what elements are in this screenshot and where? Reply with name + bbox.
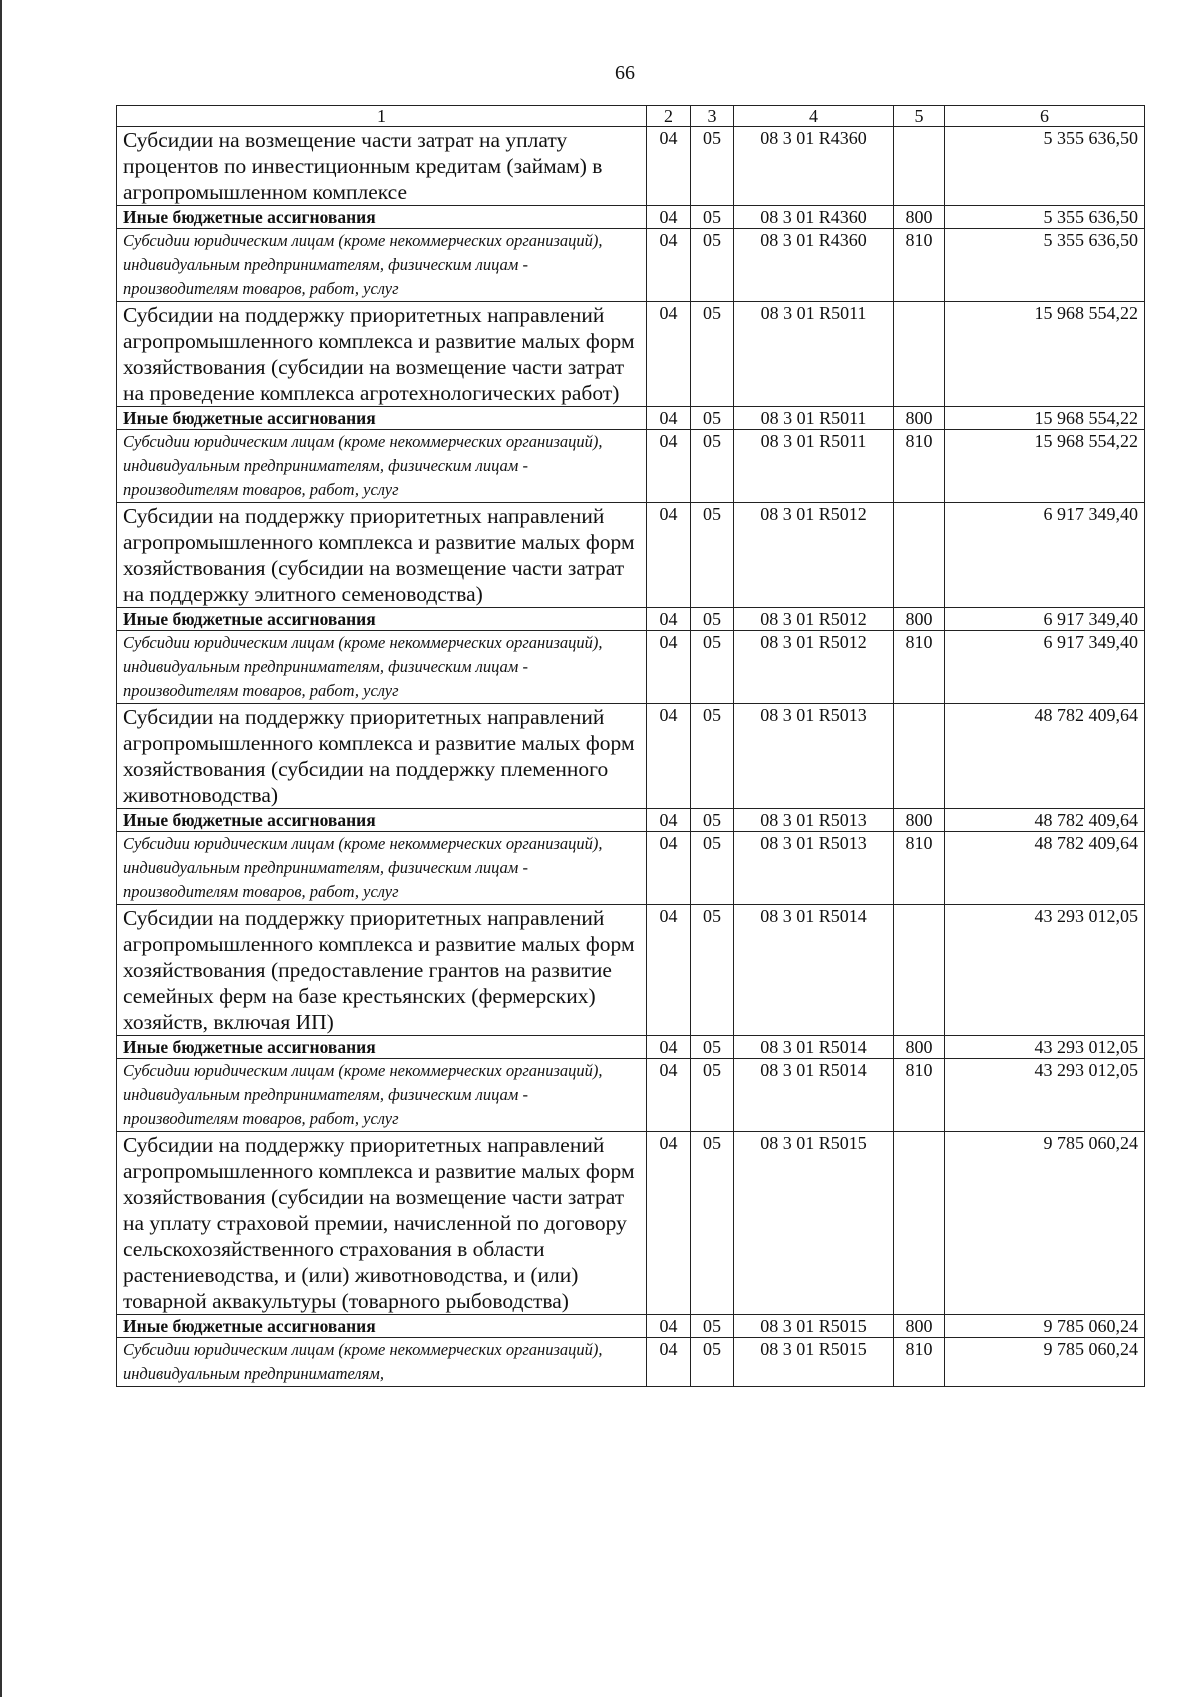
row-expense-type-cell	[894, 1132, 945, 1315]
table-row	[117, 229, 1145, 302]
row-section-cell: 04	[647, 407, 691, 430]
row-expense-type-cell: 810	[894, 631, 945, 704]
row-section-cell: 04	[647, 1315, 691, 1338]
budget-table	[116, 105, 1145, 1387]
row-code-cell: 08 3 01 R5011	[734, 430, 894, 503]
header-col-5: 5	[894, 106, 945, 127]
row-name-cell: Субсидии на поддержку приоритетных направлений агропромышленного комплекса и развитие малых форм хозяйствования (субсидии на возмещение части затрат на уплату страховой премии, начисленной по договору сельскохозяйственного страхования в области растениеводства, и (или) животноводства, и (или) товарной аквакультуры (товарного рыбоводства)	[117, 1132, 647, 1315]
row-amount-cell: 43 293 012,05	[945, 1059, 1145, 1132]
header-col-4: 4	[734, 106, 894, 127]
row-code-cell: 08 3 01 R5011	[734, 302, 894, 407]
row-expense-type-cell	[894, 127, 945, 206]
row-section-cell: 04	[647, 704, 691, 809]
row-expense-type-cell: 800	[894, 206, 945, 229]
row-amount-cell: 5 355 636,50	[945, 206, 1145, 229]
row-expense-type-cell	[894, 905, 945, 1036]
row-name-cell: Иные бюджетные ассигнования	[117, 1315, 647, 1338]
row-name-cell: Иные бюджетные ассигнования	[117, 608, 647, 631]
row-code-cell: 08 3 01 R5013	[734, 809, 894, 832]
table-row	[117, 832, 1145, 905]
row-amount-cell: 6 917 349,40	[945, 631, 1145, 704]
header-col-2: 2	[647, 106, 691, 127]
row-name-cell: Субсидии на поддержку приоритетных направлений агропромышленного комплекса и развитие малых форм хозяйствования (субсидии на возмещение части затрат на проведение комплекса агротехнологических работ)	[117, 302, 647, 407]
row-section-cell: 04	[647, 229, 691, 302]
table-row	[117, 1036, 1145, 1059]
table-header-row	[117, 106, 1145, 127]
row-amount-cell: 15 968 554,22	[945, 407, 1145, 430]
row-code-cell: 08 3 01 R5014	[734, 905, 894, 1036]
page-edge-line	[0, 0, 2, 1697]
row-amount-cell: 5 355 636,50	[945, 229, 1145, 302]
row-subsection-cell: 05	[691, 608, 734, 631]
row-subsection-cell: 05	[691, 407, 734, 430]
row-subsection-cell: 05	[691, 503, 734, 608]
row-expense-type-cell: 810	[894, 229, 945, 302]
header-col-3: 3	[691, 106, 734, 127]
row-code-cell: 08 3 01 R4360	[734, 127, 894, 206]
row-subsection-cell: 05	[691, 1315, 734, 1338]
row-amount-cell: 9 785 060,24	[945, 1132, 1145, 1315]
row-expense-type-cell: 810	[894, 1059, 945, 1132]
row-section-cell: 04	[647, 503, 691, 608]
row-code-cell: 08 3 01 R5013	[734, 832, 894, 905]
row-name-cell: Субсидии на поддержку приоритетных направлений агропромышленного комплекса и развитие малых форм хозяйствования (субсидии на поддержку племенного животноводства)	[117, 704, 647, 809]
row-code-cell: 08 3 01 R4360	[734, 206, 894, 229]
row-expense-type-cell	[894, 503, 945, 608]
row-name-cell: Субсидии юридическим лицам (кроме некоммерческих организаций), индивидуальным предпринимателям,	[117, 1338, 647, 1387]
row-subsection-cell: 05	[691, 809, 734, 832]
row-name-cell: Субсидии юридическим лицам (кроме некоммерческих организаций), индивидуальным предпринимателям, физическим лицам - производителям товаров, работ, услуг	[117, 1059, 647, 1132]
row-amount-cell: 6 917 349,40	[945, 608, 1145, 631]
row-name-cell: Субсидии на поддержку приоритетных направлений агропромышленного комплекса и развитие малых форм хозяйствования (предоставление грантов на развитие семейных ферм на базе крестьянских (фермерских) хозяйств, включая ИП)	[117, 905, 647, 1036]
row-code-cell: 08 3 01 R5015	[734, 1315, 894, 1338]
table-row	[117, 430, 1145, 503]
row-expense-type-cell: 800	[894, 1315, 945, 1338]
row-name-cell: Субсидии на поддержку приоритетных направлений агропромышленного комплекса и развитие малых форм хозяйствования (субсидии на возмещение части затрат на поддержку элитного семеноводства)	[117, 503, 647, 608]
row-name-cell: Субсидии юридическим лицам (кроме некоммерческих организаций), индивидуальным предпринимателям, физическим лицам - производителям товаров, работ, услуг	[117, 631, 647, 704]
row-expense-type-cell: 800	[894, 608, 945, 631]
row-section-cell: 04	[647, 608, 691, 631]
row-amount-cell: 9 785 060,24	[945, 1338, 1145, 1387]
page-number: 66	[615, 62, 635, 84]
row-expense-type-cell	[894, 302, 945, 407]
row-subsection-cell: 05	[691, 1036, 734, 1059]
row-section-cell: 04	[647, 1036, 691, 1059]
table-row	[117, 704, 1145, 809]
row-subsection-cell: 05	[691, 704, 734, 809]
row-name-cell: Субсидии юридическим лицам (кроме некоммерческих организаций), индивидуальным предпринимателям, физическим лицам - производителям товаров, работ, услуг	[117, 430, 647, 503]
table-row	[117, 809, 1145, 832]
table-row	[117, 608, 1145, 631]
table-row	[117, 206, 1145, 229]
row-code-cell: 08 3 01 R5011	[734, 407, 894, 430]
table-row	[117, 1059, 1145, 1132]
row-subsection-cell: 05	[691, 1338, 734, 1387]
row-name-cell: Субсидии юридическим лицам (кроме некоммерческих организаций), индивидуальным предпринимателям, физическим лицам - производителям товаров, работ, услуг	[117, 229, 647, 302]
table-row	[117, 1132, 1145, 1315]
row-code-cell: 08 3 01 R5013	[734, 704, 894, 809]
row-amount-cell: 9 785 060,24	[945, 1315, 1145, 1338]
row-section-cell: 04	[647, 302, 691, 407]
row-name-cell: Иные бюджетные ассигнования	[117, 809, 647, 832]
table-row	[117, 407, 1145, 430]
row-amount-cell: 48 782 409,64	[945, 704, 1145, 809]
row-code-cell: 08 3 01 R5014	[734, 1036, 894, 1059]
row-code-cell: 08 3 01 R5014	[734, 1059, 894, 1132]
row-amount-cell: 48 782 409,64	[945, 832, 1145, 905]
row-name-cell: Иные бюджетные ассигнования	[117, 407, 647, 430]
row-subsection-cell: 05	[691, 127, 734, 206]
table-row	[117, 631, 1145, 704]
table-row	[117, 302, 1145, 407]
row-name-cell: Иные бюджетные ассигнования	[117, 1036, 647, 1059]
row-amount-cell: 15 968 554,22	[945, 302, 1145, 407]
row-expense-type-cell: 800	[894, 407, 945, 430]
row-subsection-cell: 05	[691, 631, 734, 704]
row-subsection-cell: 05	[691, 1132, 734, 1315]
row-amount-cell: 15 968 554,22	[945, 430, 1145, 503]
row-section-cell: 04	[647, 631, 691, 704]
row-expense-type-cell: 810	[894, 1338, 945, 1387]
row-code-cell: 08 3 01 R5012	[734, 503, 894, 608]
header-col-1: 1	[117, 106, 647, 127]
row-section-cell: 04	[647, 1059, 691, 1132]
row-amount-cell: 6 917 349,40	[945, 503, 1145, 608]
row-subsection-cell: 05	[691, 1059, 734, 1132]
row-section-cell: 04	[647, 809, 691, 832]
row-amount-cell: 5 355 636,50	[945, 127, 1145, 206]
table-row	[117, 1315, 1145, 1338]
row-expense-type-cell: 800	[894, 809, 945, 832]
row-section-cell: 04	[647, 905, 691, 1036]
row-section-cell: 04	[647, 832, 691, 905]
row-subsection-cell: 05	[691, 430, 734, 503]
row-amount-cell: 43 293 012,05	[945, 1036, 1145, 1059]
row-subsection-cell: 05	[691, 302, 734, 407]
row-section-cell: 04	[647, 1338, 691, 1387]
row-subsection-cell: 05	[691, 832, 734, 905]
row-section-cell: 04	[647, 206, 691, 229]
row-subsection-cell: 05	[691, 905, 734, 1036]
row-amount-cell: 43 293 012,05	[945, 905, 1145, 1036]
row-section-cell: 04	[647, 1132, 691, 1315]
row-code-cell: 08 3 01 R4360	[734, 229, 894, 302]
row-code-cell: 08 3 01 R5015	[734, 1338, 894, 1387]
row-expense-type-cell: 810	[894, 430, 945, 503]
row-subsection-cell: 05	[691, 206, 734, 229]
table-row	[117, 503, 1145, 608]
row-code-cell: 08 3 01 R5015	[734, 1132, 894, 1315]
table-row	[117, 127, 1145, 206]
table-row	[117, 905, 1145, 1036]
row-name-cell: Субсидии на возмещение части затрат на уплату процентов по инвестиционным кредитам (займам) в агропромышленном комплексе	[117, 127, 647, 206]
row-expense-type-cell: 810	[894, 832, 945, 905]
row-subsection-cell: 05	[691, 229, 734, 302]
row-expense-type-cell: 800	[894, 1036, 945, 1059]
row-section-cell: 04	[647, 127, 691, 206]
row-section-cell: 04	[647, 430, 691, 503]
row-expense-type-cell	[894, 704, 945, 809]
row-code-cell: 08 3 01 R5012	[734, 631, 894, 704]
table-row	[117, 1338, 1145, 1387]
row-name-cell: Субсидии юридическим лицам (кроме некоммерческих организаций), индивидуальным предпринимателям, физическим лицам - производителям товаров, работ, услуг	[117, 832, 647, 905]
row-code-cell: 08 3 01 R5012	[734, 608, 894, 631]
row-name-cell: Иные бюджетные ассигнования	[117, 206, 647, 229]
header-col-6: 6	[945, 106, 1145, 127]
row-amount-cell: 48 782 409,64	[945, 809, 1145, 832]
